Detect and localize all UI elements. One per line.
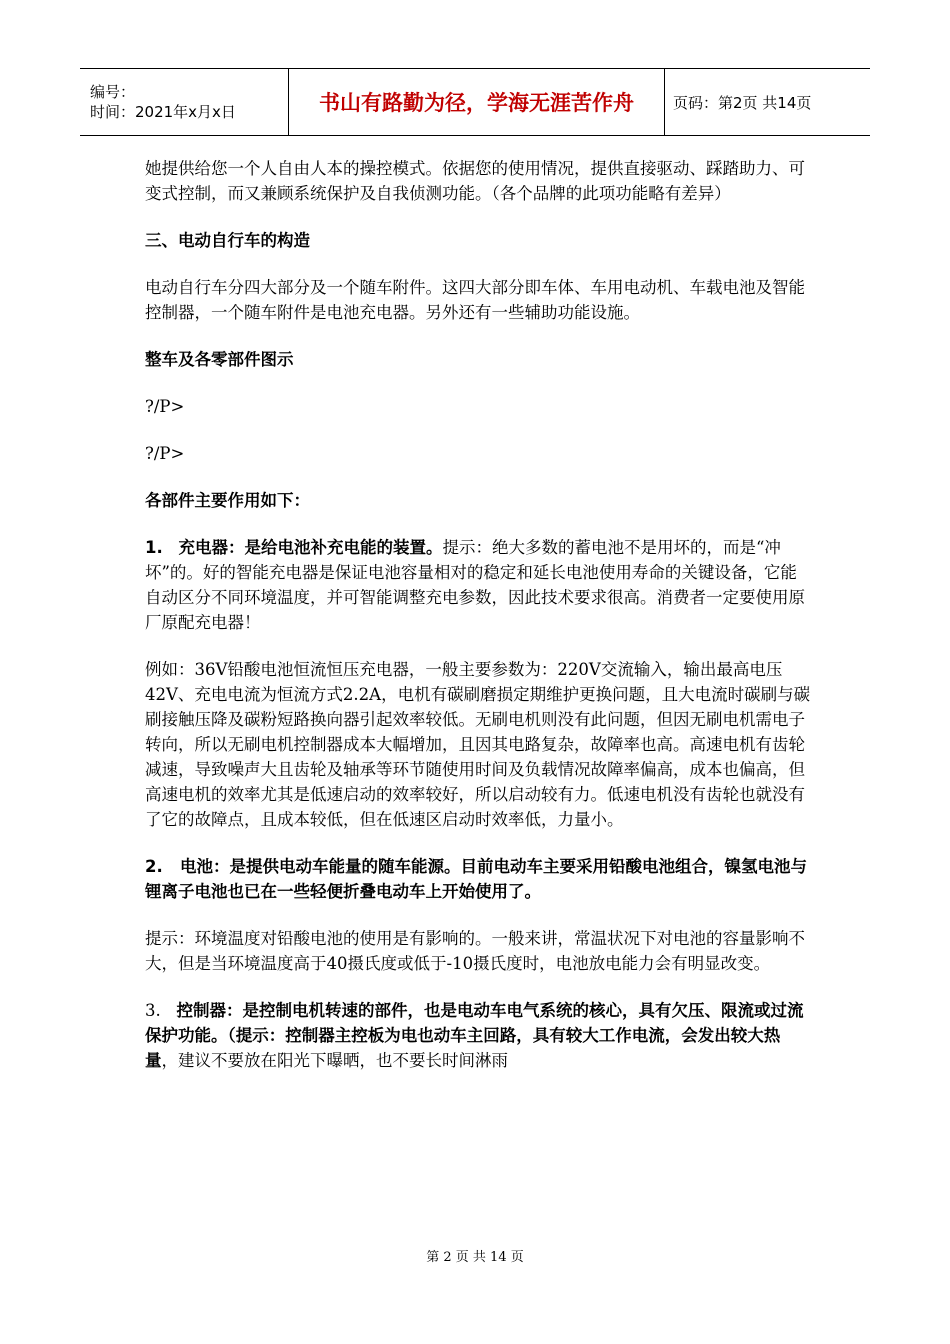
paragraph: 电动自行车分四大部分及一个随车附件。这四大部分即车体、车用电动机、车载电池及智能控制器，一个随车附件是电池充电器。另外还有一些辅助功能设施。 (145, 278, 805, 322)
image-placeholder: ?/P> (145, 444, 185, 463)
parts-heading: 各部件主要作用如下： (145, 491, 310, 510)
header-page-info: 页码：第2页 共14页 (665, 69, 871, 136)
page-footer: 第 2 页 共 14 页 (426, 1250, 524, 1265)
paragraph: 提示：环境温度对铅酸电池的使用是有影响的。一般来讲，常温状况下对电池的容量影响不大，但是当环境温度高于40摄氏度或低于-10摄氏度时，电池放电能力会有明显改变。 (145, 929, 805, 973)
paragraph: 例如：36V铅酸电池恒流恒压充电器，一般主要参数为：220V交流输入，输出最高电压42V、充电电流为恒流方式2.2A，电机有碳刷磨损定期维护更换问题，且大电流时碳刷与碳刷接触压降及碳粉短路换向器引起效率较低。无刷电机则没有此问题，但因无刷电机需电子转向，所以无刷电机控制器成本大幅增加，且因其电路复杂，故障率也高。高速电机有齿轮减速，导致噪声大且齿轮及轴承等环节随使用时间及负载情况故障率偏高，成本也偏高，但高速电机的效率尤其是低速启动的效率较好，所以启动较有力。低速电机没有齿轮也就没有了它的故障点，且成本较低，但在低速区启动时效率低，力量小。 (145, 660, 811, 829)
item-number: 3. (145, 1001, 161, 1020)
header-motto: 书山有路勤为径，学海无涯苦作舟 (289, 69, 665, 136)
header-meta (80, 69, 289, 136)
item-title: 电池：是提供电动车能量的随车能源。目前电动车主要采用铅酸电池组合，镍氢电池与锂离子电池也已在一些轻便折叠电动车上开始使用了。 (145, 857, 807, 901)
section-heading: 三、电动自行车的构造 (145, 231, 310, 250)
item-title: 充电器：是给电池补充电能的装置。 (178, 538, 443, 557)
list-item-controller (145, 998, 813, 1073)
item-title: 控制器：是控制电机转速的部件，也是电动车电气系统的核心，具有欠压、限流或过流保护功能。（提示：控制器主控板为电也动车主回路，具有较大工作电流，会发出较大热量 (145, 1001, 804, 1070)
list-item-battery (145, 854, 813, 904)
item-number: 1. (145, 538, 163, 557)
paragraph: 她提供给您一个人自由人本的操控模式。依据您的使用情况，提供直接驱动、踩踏助力、可变式控制，而又兼顾系统保护及自我侦测功能。（各个品牌的此项功能略有差异） (145, 159, 805, 203)
image-placeholder: ?/P> (145, 397, 185, 416)
document-body (145, 156, 813, 1095)
header-table (80, 68, 870, 136)
list-item-charger (145, 535, 813, 635)
item-text: ，建议不要放在阳光下曝晒，也不要长时间淋雨 (161, 1051, 508, 1070)
item-number: 2. (145, 857, 163, 876)
number-label: 编号： (90, 83, 136, 101)
figure-heading: 整车及各零部件图示 (145, 350, 294, 369)
time-label: 时间：2021年x月x日 (90, 103, 236, 121)
item-text: 提示：绝大多数的蓄电池不是用坏的，而是“冲坏”的。好的智能充电器是保证电池容量相对的稳定和延长电池使用寿命的关键设备，它能自动区分不同环境温度，并可智能调整充电参数，因此技术要求很高。消费者一定要使用原厂原配充电器！ (145, 538, 805, 632)
